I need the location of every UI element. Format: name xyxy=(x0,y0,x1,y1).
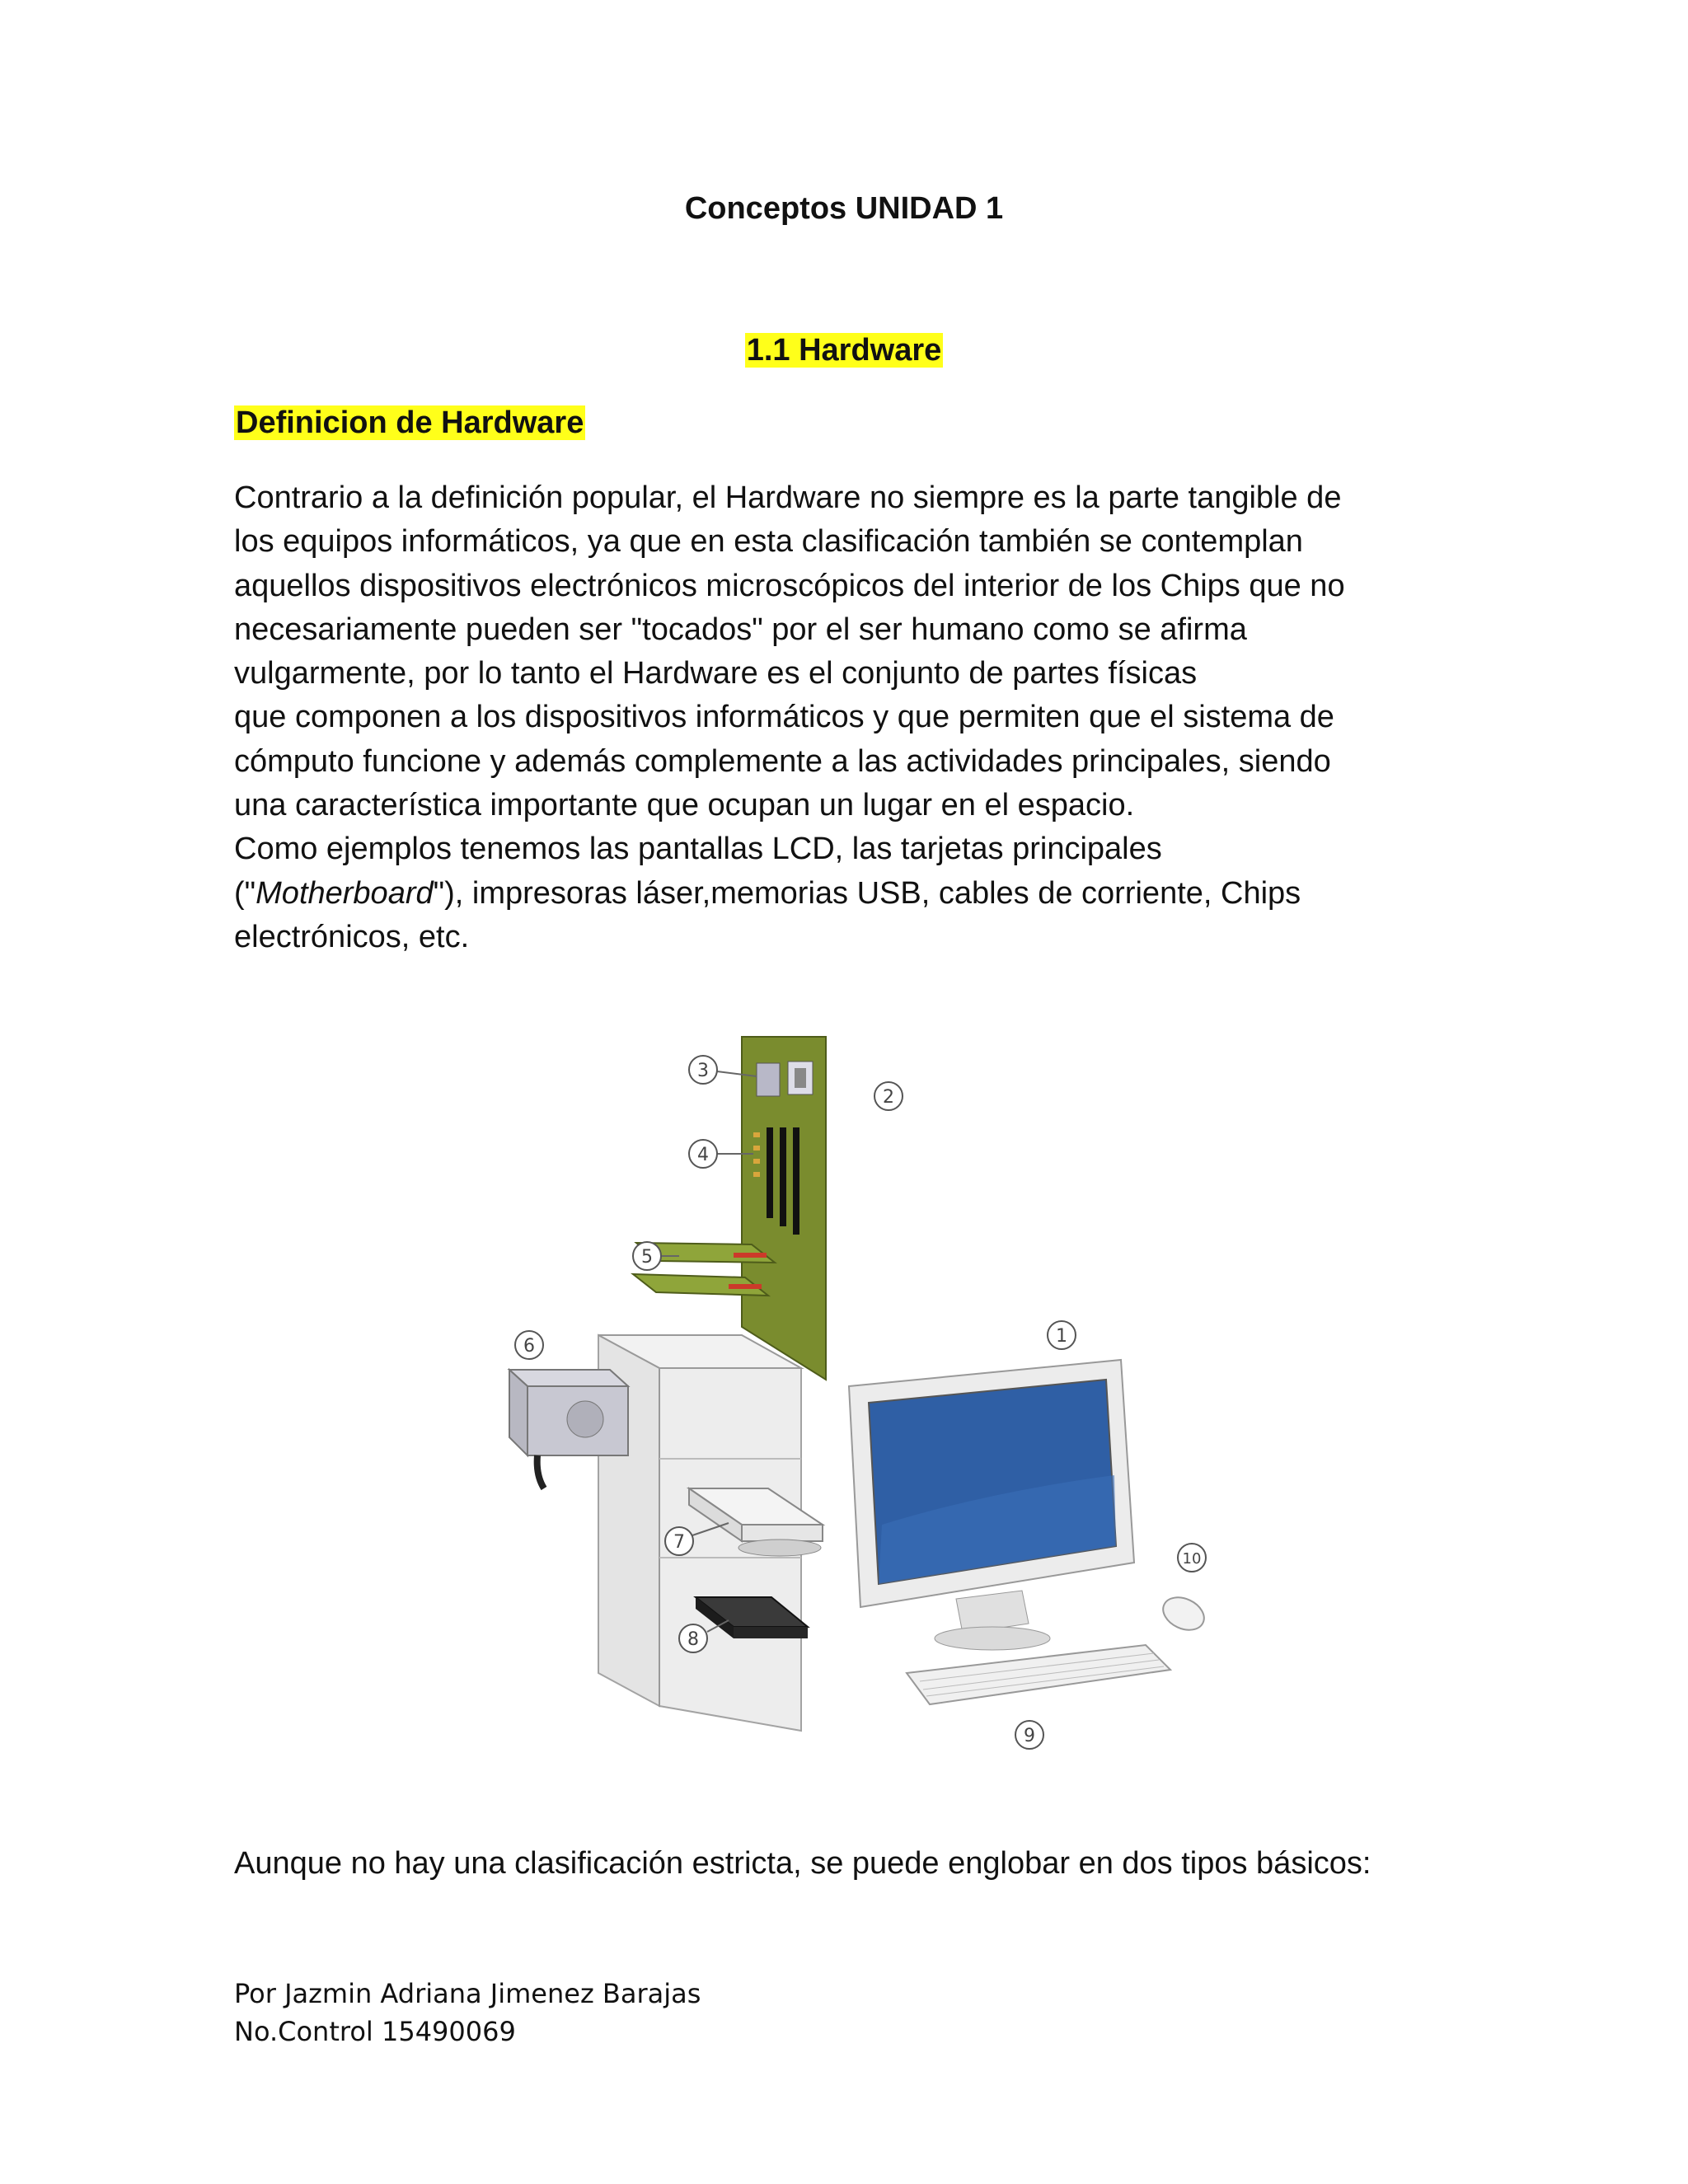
svg-text:9: 9 xyxy=(1024,1726,1035,1746)
closing-sentence: Aunque no hay una clasificación estricta, se puede englobar en dos tipos básicos: xyxy=(234,1846,1372,1881)
footer-author: Por Jazmin Adriana Jimenez Barajas xyxy=(234,1978,701,2009)
paragraph-line: electrónicos, etc. xyxy=(234,919,470,954)
callout-3 xyxy=(689,1056,717,1084)
keyboard-illustration xyxy=(907,1645,1170,1704)
callout-6 xyxy=(515,1331,543,1359)
svg-text:10: 10 xyxy=(1182,1550,1202,1568)
paragraph-line: que componen a los dispositivos informáticos y que permiten que el sistema de xyxy=(234,700,1334,735)
paragraph-line: los equipos informáticos, ya que en esta clasificación también se contemplan xyxy=(234,524,1303,560)
paragraph-line-examples xyxy=(234,872,1454,916)
computer-hardware-diagram xyxy=(495,1030,1220,1755)
svg-text:7: 7 xyxy=(673,1532,685,1553)
callout-4 xyxy=(689,1140,717,1168)
examples-suffix: "), impresoras láser,memorias USB, cables de corriente, Chips xyxy=(433,875,1301,911)
motherboard-illustration xyxy=(742,1037,826,1380)
subheading xyxy=(234,405,585,441)
motherboard-term: Motherboard xyxy=(256,875,434,911)
examples-prefix: (" xyxy=(234,875,256,911)
svg-text:3: 3 xyxy=(697,1061,709,1081)
paragraph-line: aquellos dispositivos electrónicos microscópicos del interior de los Chips que no xyxy=(234,568,1345,603)
monitor-illustration xyxy=(849,1360,1134,1650)
svg-text:8: 8 xyxy=(687,1629,699,1650)
svg-text:4: 4 xyxy=(697,1145,709,1165)
paragraph-line: necesariamente pueden ser "tocados" por el ser humano como se afirma xyxy=(234,612,1247,647)
svg-text:1: 1 xyxy=(1056,1326,1067,1347)
svg-text:6: 6 xyxy=(523,1336,535,1357)
callout-1 xyxy=(1048,1321,1076,1349)
callout-5 xyxy=(633,1242,661,1270)
paragraph-line: Contrario a la definición popular, el Hardware no siempre es la parte tangible de xyxy=(234,480,1342,515)
paragraph-line: una característica importante que ocupan un lugar en el espacio. xyxy=(234,788,1135,823)
callout-8 xyxy=(679,1624,707,1652)
svg-text:2: 2 xyxy=(883,1087,894,1108)
footer-control-number: No.Control 15490069 xyxy=(234,2016,516,2047)
callout-10 xyxy=(1178,1544,1206,1572)
section-heading-text: 1.1 Hardware xyxy=(746,333,942,368)
callout-2 xyxy=(874,1082,903,1110)
document-title: Conceptos UNIDAD 1 xyxy=(684,191,1004,226)
callout-9 xyxy=(1015,1721,1043,1749)
definition-paragraph xyxy=(234,476,1454,959)
callout-7 xyxy=(665,1527,693,1555)
page-footer xyxy=(234,1975,701,2050)
paragraph-line: cómputo funcione y además complemente a las actividades principales, siendo xyxy=(234,743,1331,779)
mouse-illustration xyxy=(1158,1591,1209,1637)
paragraph-line: vulgarmente, por lo tanto el Hardware es el conjunto de partes físicas xyxy=(234,656,1198,691)
paragraph-line: Como ejemplos tenemos las pantallas LCD, las tarjetas principales xyxy=(234,832,1162,867)
svg-text:5: 5 xyxy=(641,1247,653,1268)
section-heading xyxy=(0,333,1688,368)
subheading-text: Definicion de Hardware xyxy=(236,405,584,440)
